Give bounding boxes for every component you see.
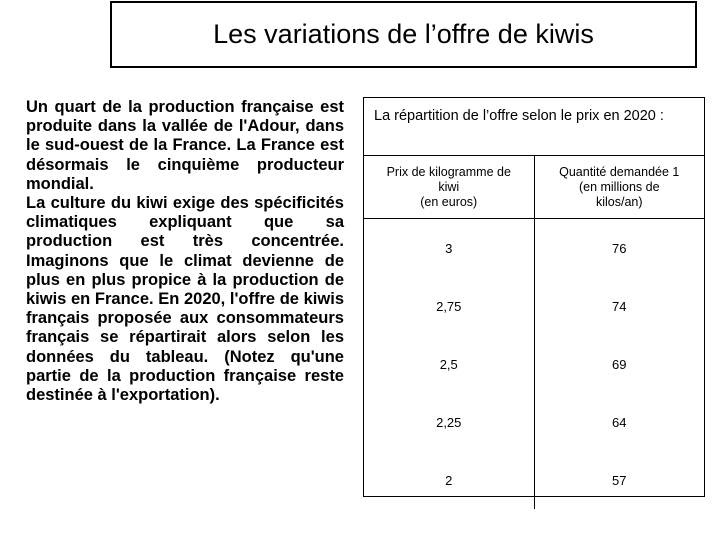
price-quantity-table-box	[363, 97, 705, 497]
table-row	[364, 219, 704, 278]
quantity-cell: 69	[612, 356, 627, 372]
quantity-cell: 57	[612, 472, 627, 488]
header-quantity	[534, 156, 704, 219]
intro-text	[26, 98, 344, 405]
table-row	[364, 451, 704, 509]
price-cell: 2	[364, 451, 534, 509]
quantity-cell: 76	[612, 240, 627, 256]
header-quantity-line-2: (en millions de	[578, 179, 660, 194]
header-quantity-line-1: Quantité demandée 1	[559, 164, 680, 179]
price-cell: 2,25	[364, 393, 534, 451]
quantity-cell: 74	[612, 298, 627, 314]
header-price	[364, 156, 534, 219]
table-title: La répartition de l’offre selon le prix en 2020 :	[364, 98, 704, 156]
intro-paragraph-1: Un quart de la production française est produite dans la vallée de l'Adour, dans le sud-ouest de la France. La France est désormais le cinquième producteur mondial.	[26, 98, 344, 193]
price-quantity-table	[364, 156, 704, 509]
table-row	[364, 393, 704, 451]
quantity-cell: 64	[612, 414, 627, 430]
table-row	[364, 335, 704, 393]
header-price-line-2: kiwi	[438, 179, 460, 194]
table-row	[364, 277, 704, 335]
intro-paragraph-2: La culture du kiwi exige des spécificités climatiques expliquant que sa production est très concentrée. Imaginons que le climat devienne de plus en plus propice à la production de kiwis en France. En 2020, l'offre de kiwis français proposée aux consommateurs français se répartirait alors selon les données du tableau. (Notez qu'une partie de la production française reste destinée à l'exportation).	[26, 194, 344, 405]
slide-title-box	[110, 1, 697, 68]
price-cell: 2,75	[364, 277, 534, 335]
price-cell: 3	[364, 219, 534, 278]
header-quantity-line-3: kilos/an)	[595, 194, 643, 209]
slide-title: Les variations de l’offre de kiwis	[213, 19, 594, 49]
header-price-line-3: (en euros)	[420, 194, 478, 209]
header-price-line-1: Prix de kilogramme de	[386, 164, 511, 179]
price-cell: 2,5	[364, 335, 534, 393]
